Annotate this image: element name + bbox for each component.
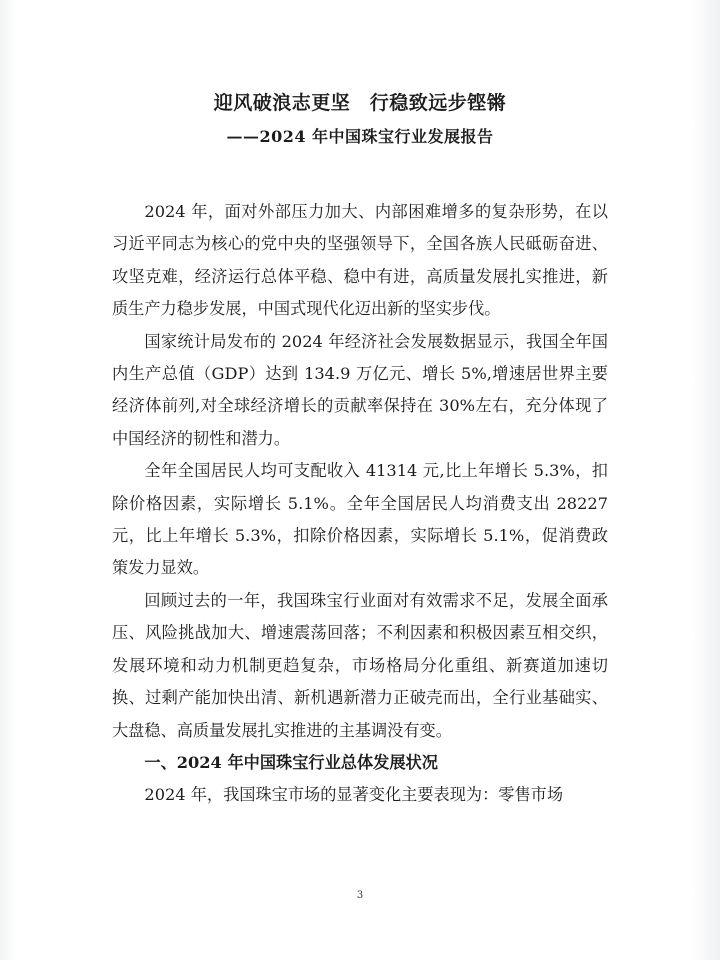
page-number: 3 xyxy=(356,890,364,901)
document-subtitle: ——2024 年中国珠宝行业发展报告 xyxy=(226,127,494,146)
paragraph-3: 全年全国居民人均可支配收入 41314 元,比上年增长 5.3%，扣除价格因素，实际增长 5.1%。全年全国居民人均消费支出 28227 元，比上年增长 5.3%，扣除价格因素，实际增长 5.1%，促消费政策发力显效。 xyxy=(112,461,608,578)
section-heading: 一、2024 年中国珠宝行业总体发展状况 xyxy=(144,752,438,772)
paragraph-5: 2024 年，我国珠宝市场的显著变化主要表现为：零售市场 xyxy=(144,785,564,805)
paragraph-2: 国家统计局发布的 2024 年经济社会发展数据显示，我国全年国内生产总值（GDP）达到 134.9 万亿元、增长 5%,增速居世界主要经济体前列,对全球经济增长的贡献率保持在 30%左右，充分体现了中国经济的韧性和潜力。 xyxy=(112,331,608,448)
document-body xyxy=(112,196,608,812)
paragraph-4: 回顾过去的一年，我国珠宝行业面对有效需求不足，发展全面承压、风险挑战加大、增速震荡回落；不利因素和积极因素互相交织，发展环境和动力机制更趋复杂，市场格局分化重组、新赛道加速切换、过剩产能加快出清、新机遇新潜力正破壳而出，全行业基础实、大盘稳、高质量发展扎实推进的主基调没有变。 xyxy=(112,590,608,740)
document-title: 迎风破浪志更坚 行稳致远步铿锵 xyxy=(213,92,507,114)
paragraph-1: 2024 年，面对外部压力加大、内部困难增多的复杂形势，在以习近平同志为核心的党中央的坚强领导下，全国各族人民砥砺奋进、攻坚克难，经济运行总体平稳、稳中有进，高质量发展扎实推进，新质生产力稳步发展，中国式现代化迈出新的坚实步伐。 xyxy=(112,202,608,319)
